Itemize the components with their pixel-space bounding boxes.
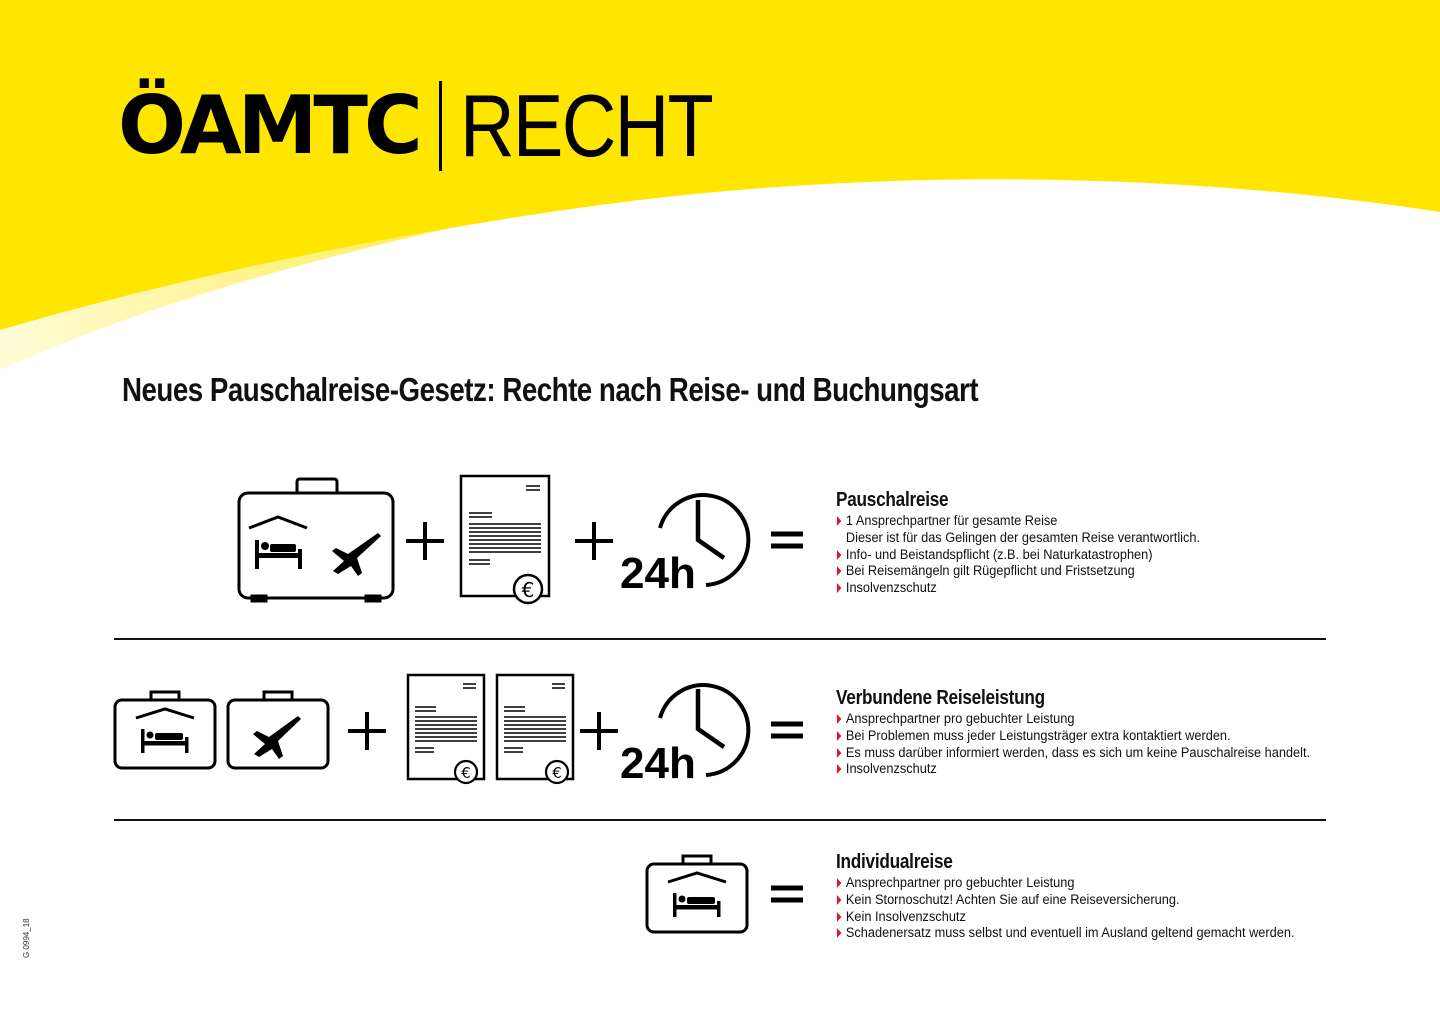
document-code: G 0994_18: [22, 918, 31, 958]
plus-icon: [406, 522, 444, 560]
section-title: Individualreise: [836, 851, 953, 873]
bullet-item: Insolvenzschutz: [836, 580, 1304, 597]
row-divider: [114, 638, 1326, 640]
bullet-item: Ansprechpartner pro gebuchter Leistung: [836, 875, 1304, 892]
clock-24h-icon: [620, 685, 748, 788]
bullet-item: Bei Problemen muss jeder Leistungsträger extra kontaktiert werden.: [836, 728, 1304, 745]
bullet-item: Bei Reisemängeln gilt Rügepflicht und Fristsetzung: [836, 563, 1304, 580]
invoice-euro-icon: [497, 675, 573, 783]
equals-icon: [771, 534, 803, 546]
logo-brand: ÖAMTC: [118, 79, 419, 172]
section-title: Verbundene Reiseleistung: [836, 687, 1045, 709]
section-individualreise: [836, 851, 1356, 942]
bullet-item: Ansprechpartner pro gebuchter Leistung: [836, 711, 1304, 728]
svg-text:€: €: [552, 764, 562, 782]
invoice-euro-icon: [408, 675, 484, 783]
section-title: Pauschalreise: [836, 489, 949, 511]
plus-icon: [348, 712, 386, 750]
plus-icon: [580, 712, 618, 750]
page-title: Neues Pauschalreise-Gesetz: Rechte nach Reise- und Buchungsart: [122, 371, 979, 408]
bullet-item: Kein Insolvenzschutz: [836, 909, 1304, 926]
clock-label: 24h: [620, 739, 696, 788]
section-verbundene-reiseleistung: [836, 687, 1356, 778]
equals-icon: [771, 888, 803, 900]
bullet-item: Schadenersatz muss selbst und eventuell im Ausland geltend gemacht werden.: [836, 925, 1304, 942]
bullet-item: Info- und Beistandspflicht (z.B. bei Naturkatastrophen): [836, 547, 1304, 564]
bullet-item: Insolvenzschutz: [836, 761, 1304, 778]
equals-icon: [771, 724, 803, 736]
section-pauschalreise: [836, 489, 1356, 597]
plus-icon: [575, 522, 613, 560]
row-divider: [114, 819, 1326, 821]
suitcase-flight-icon: [228, 692, 328, 768]
suitcase-hotel-icon: [647, 856, 747, 932]
suitcase-hotel-flight-icon: [239, 479, 393, 601]
bullet-continuation: Dieser ist für das Gelingen der gesamten Reise verantwortlich.: [845, 529, 1201, 546]
bullet-item: 1 Ansprechpartner für gesamte Reise: [836, 513, 1304, 530]
clock-24h-icon: [620, 495, 748, 598]
svg-text:€: €: [521, 578, 535, 602]
clock-label: 24h: [620, 549, 696, 598]
bullet-item: Kein Stornoschutz! Achten Sie auf eine Reiseversicherung.: [836, 892, 1304, 909]
svg-text:€: €: [461, 764, 471, 782]
logo-word: RECHT: [459, 76, 712, 175]
suitcase-hotel-icon: [115, 692, 215, 768]
invoice-euro-icon: [461, 476, 549, 603]
bullet-item: Es muss darüber informiert werden, dass es sich um keine Pauschalreise handelt.: [836, 745, 1304, 762]
